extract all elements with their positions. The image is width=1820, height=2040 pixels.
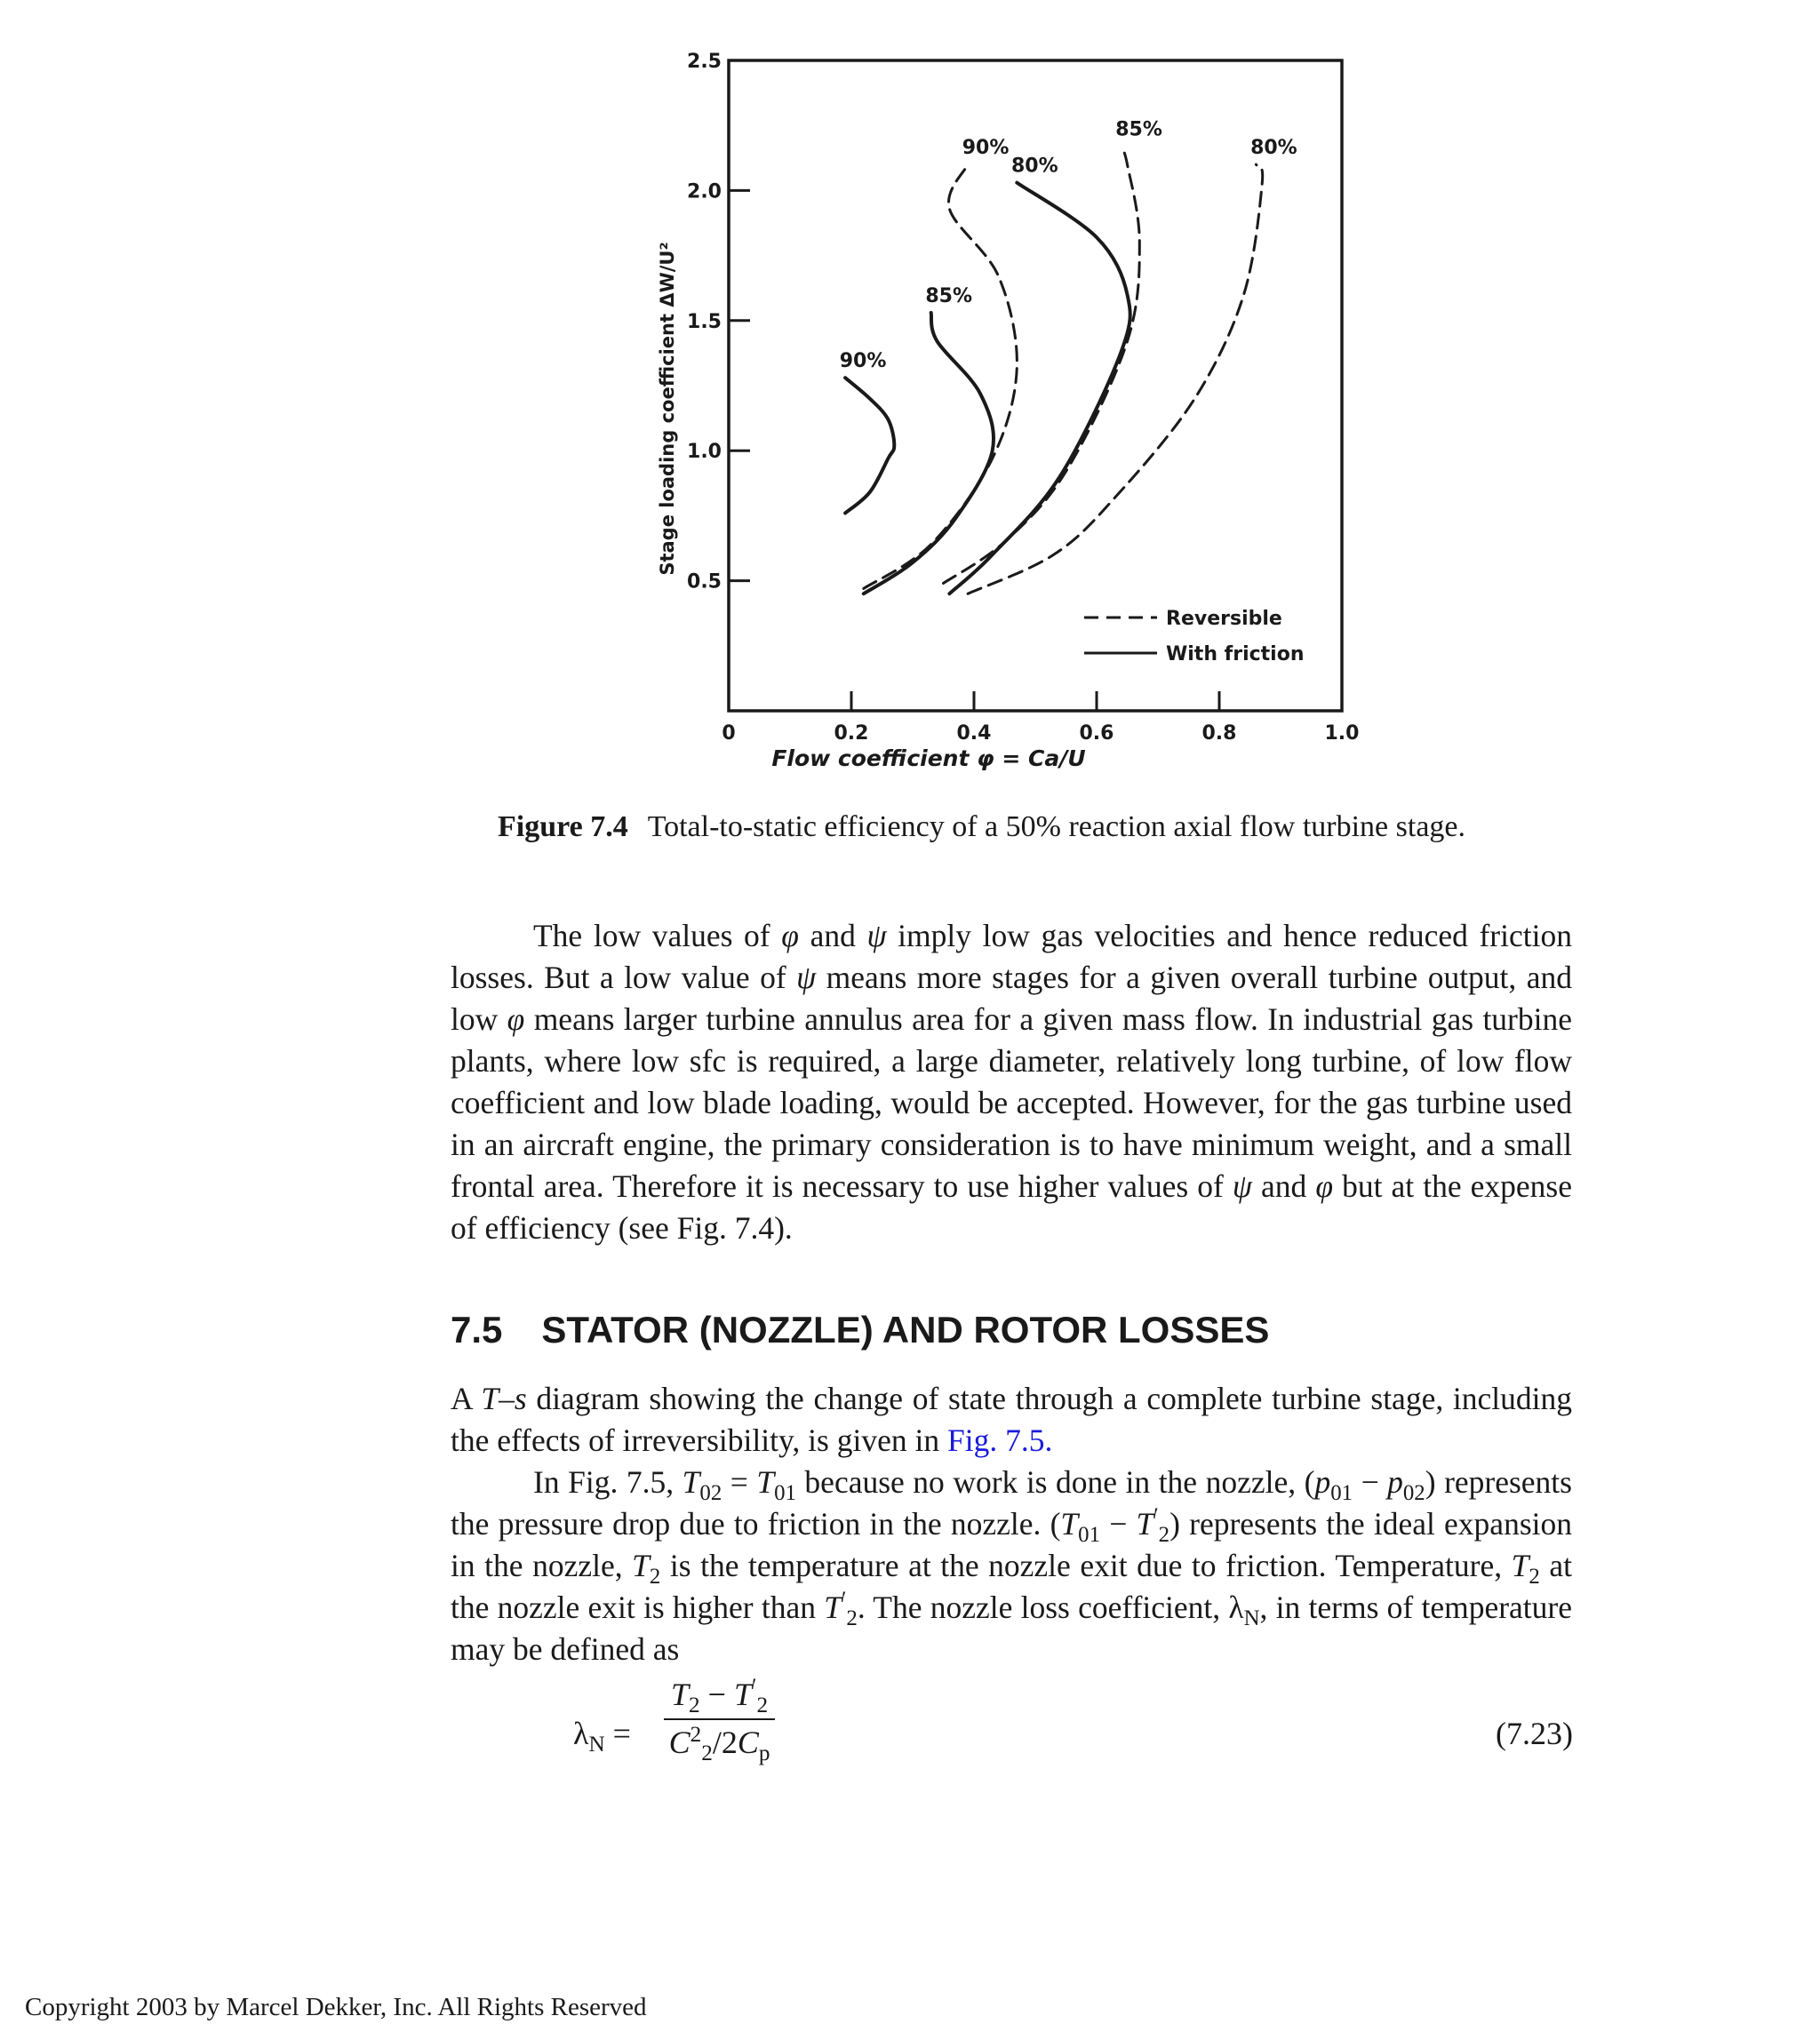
body-paragraph-2: A T–s diagram showing the change of state through a complete turbine stage, including the effects of irreversibility, is given in Fig. 7.5. — [451, 1381, 1572, 1458]
x-axis-label: Flow coefficient φ = Ca/U — [771, 745, 1086, 771]
equation-fraction — [664, 1675, 775, 1766]
y-tick-label: 1.5 — [687, 310, 722, 333]
figure-caption — [498, 810, 1653, 844]
equation-lhs: $\lambda_N$ = — [573, 1716, 631, 1757]
body-paragraph-1: The low values of φ and ψ imply low gas velocities and hence reduced friction losses. But a low value of ψ means more stages for a given overall turbine output, and low φ means larger turbine annulus area for a given mass flow. In industrial gas turbine plants, where low sfc is required, a large diameter, relatively long turbine, of low flow coefficient and low blade loading, would be accepted. However, for the gas turbine used in an aircraft engine, the primary consideration is to have minimum weight, and a small frontal area. Therefore it is necessary to use higher values of ψ and φ but at the expense of efficiency (see Fig. 7.4). — [451, 918, 1573, 1246]
legend-label: Reversible — [1166, 608, 1282, 630]
y-axis-label: Stage loading coefficient ΔW/U² — [657, 242, 678, 576]
reversible-curve-90 — [864, 164, 1018, 588]
equation-number: (7.23) — [1496, 1716, 1573, 1751]
y-tick-label: 1.0 — [687, 441, 722, 464]
section-number: 7.5 — [451, 1309, 503, 1351]
x-tick-label: 1.0 — [1324, 722, 1360, 745]
chart-legend — [1084, 608, 1304, 665]
figure-caption-label: Figure 7.4 — [498, 810, 628, 843]
figure-caption-text: Total-to-static efficiency of a 50% reaction axial flow turbine stage. — [647, 810, 1465, 843]
curve-efficiency-label: 85% — [925, 285, 973, 308]
y-tick-label: 2.5 — [687, 51, 722, 73]
chart-curves — [845, 147, 1263, 594]
x-tick-label: 0.8 — [1201, 722, 1237, 745]
x-tick-label: 0.2 — [834, 722, 869, 745]
y-tick-label: 0.5 — [687, 570, 722, 594]
curve-efficiency-label: 90% — [839, 350, 887, 373]
section-heading — [451, 1309, 1269, 1351]
curve-efficiency-label: 85% — [1115, 118, 1162, 141]
copyright-footer: Copyright 2003 by Marcel Dekker, Inc. All Rights Reserved — [25, 1993, 647, 2021]
x-tick-label: 0.6 — [1079, 722, 1114, 745]
fig-7-5-link[interactable]: Fig. 7.5. — [946, 1422, 1053, 1458]
curve-efficiency-label: 80% — [1010, 155, 1058, 178]
curve-efficiency-label: 90% — [962, 137, 1010, 160]
x-tick-label: 0.4 — [956, 722, 992, 745]
equation-denominator: $C^2_2/2C_p$ — [668, 1723, 770, 1766]
reversible-curve-85 — [944, 147, 1140, 584]
body-paragraph-3: In Fig. 7.5, $T_{02} = T_{01}$ because no work is done in the nozzle, $(p_{01} - p_{02})$ represents the pressure drop due to friction in the nozzle. $(T_{01} - T'_2)$ represents the ideal expansion in the nozzle, $T_2$ is the temperature at the nozzle exit due to friction. Temperature, $T_2$ at the nozzle exit is higher than $T'_2$. The nozzle loss coefficient, $\lambda_N$, in terms of temperature may be defined as — [451, 1464, 1572, 1667]
equation-7-23 — [555, 1676, 1573, 1800]
equation-numerator: $T_2 - T'_2$ — [664, 1676, 775, 1720]
figure-7-4-chart — [622, 36, 1422, 782]
y-tick-label: 2.0 — [687, 180, 722, 203]
with-friction-curve-90 — [845, 378, 894, 513]
section-title: STATOR (NOZZLE) AND ROTOR LOSSES — [541, 1309, 1270, 1351]
x-tick-label: 0 — [722, 722, 736, 745]
legend-label: With friction — [1166, 643, 1305, 665]
reversible-curve-80 — [968, 164, 1263, 594]
curve-efficiency-label: 80% — [1250, 137, 1297, 160]
